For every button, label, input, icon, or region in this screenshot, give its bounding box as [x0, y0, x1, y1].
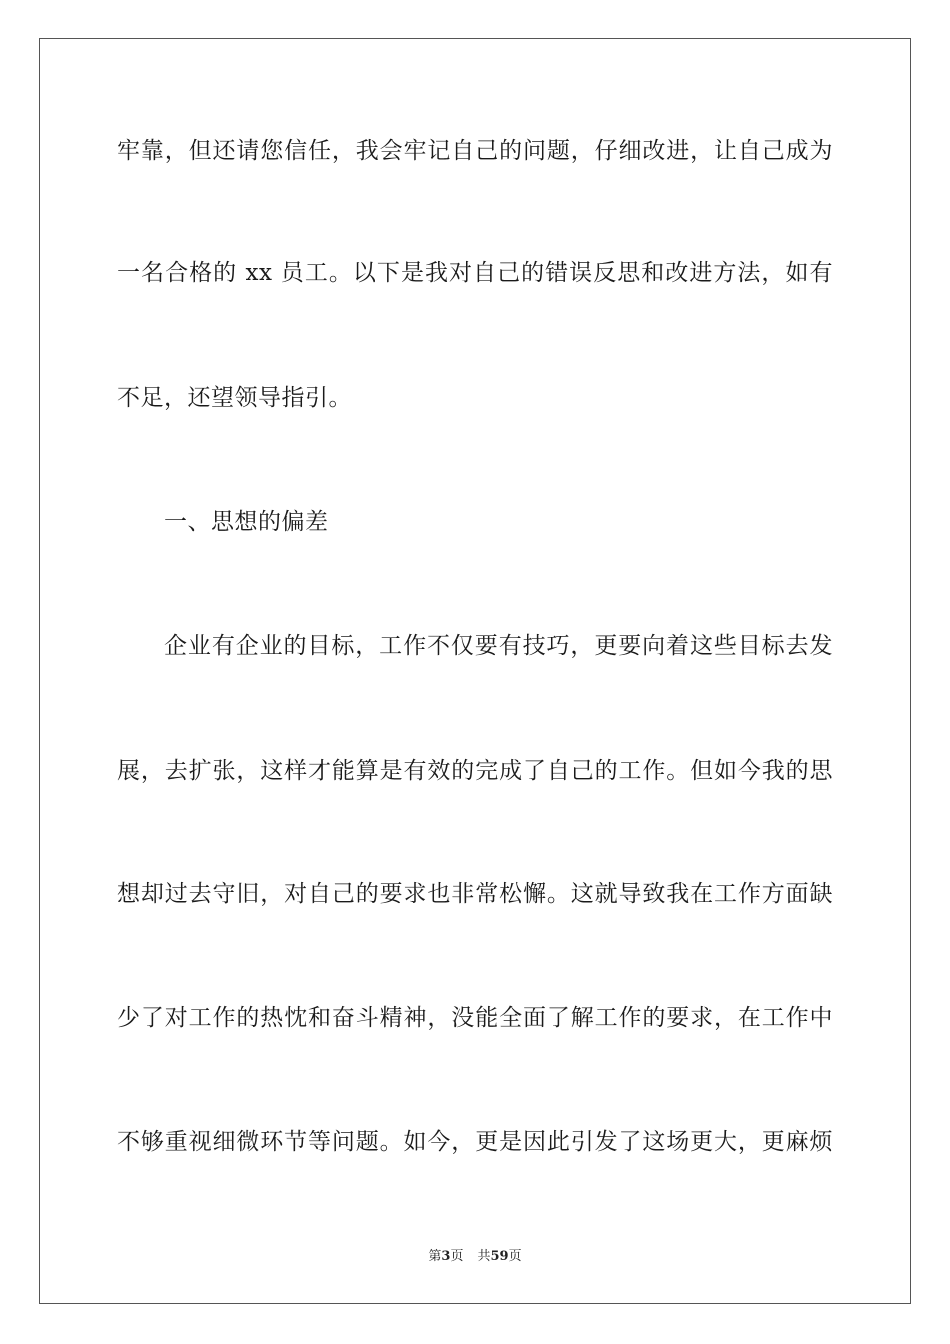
footer-page-number: 3 [441, 1249, 451, 1264]
body-text-line: 一名合格的 xx 员工。以下是我对自己的错误反思和改进方法，如有 [117, 260, 833, 286]
body-text-line: 少了对工作的热忱和奋斗精神，没能全面了解工作的要求，在工作中 [117, 1005, 833, 1031]
footer-total-pages: 59 [490, 1249, 509, 1264]
section-heading: 一、思想的偏差 [164, 509, 329, 535]
footer-page-prefix: 第 [428, 1249, 442, 1264]
body-text-line: 牢靠，但还请您信任，我会牢记自己的问题，仔细改进，让自己成为 [117, 138, 833, 164]
body-text-line: 不够重视细微环节等问题。如今，更是因此引发了这场更大，更麻烦 [117, 1129, 833, 1155]
body-text-line: 不足，还望领导指引。 [117, 385, 352, 411]
page-footer [0, 1248, 950, 1266]
body-text-line: 展，去扩张，这样才能算是有效的完成了自己的工作。但如今我的思 [117, 758, 833, 784]
page-border [39, 38, 911, 1304]
footer-page-suffix: 页 [450, 1249, 464, 1264]
footer-total-prefix: 共 [477, 1249, 491, 1264]
footer-total-suffix: 页 [508, 1249, 522, 1264]
body-text-line: 想却过去守旧，对自己的要求也非常松懈。这就导致我在工作方面缺 [117, 881, 833, 907]
body-text-line: 企业有企业的目标，工作不仅要有技巧，更要向着这些目标去发 [164, 633, 833, 659]
